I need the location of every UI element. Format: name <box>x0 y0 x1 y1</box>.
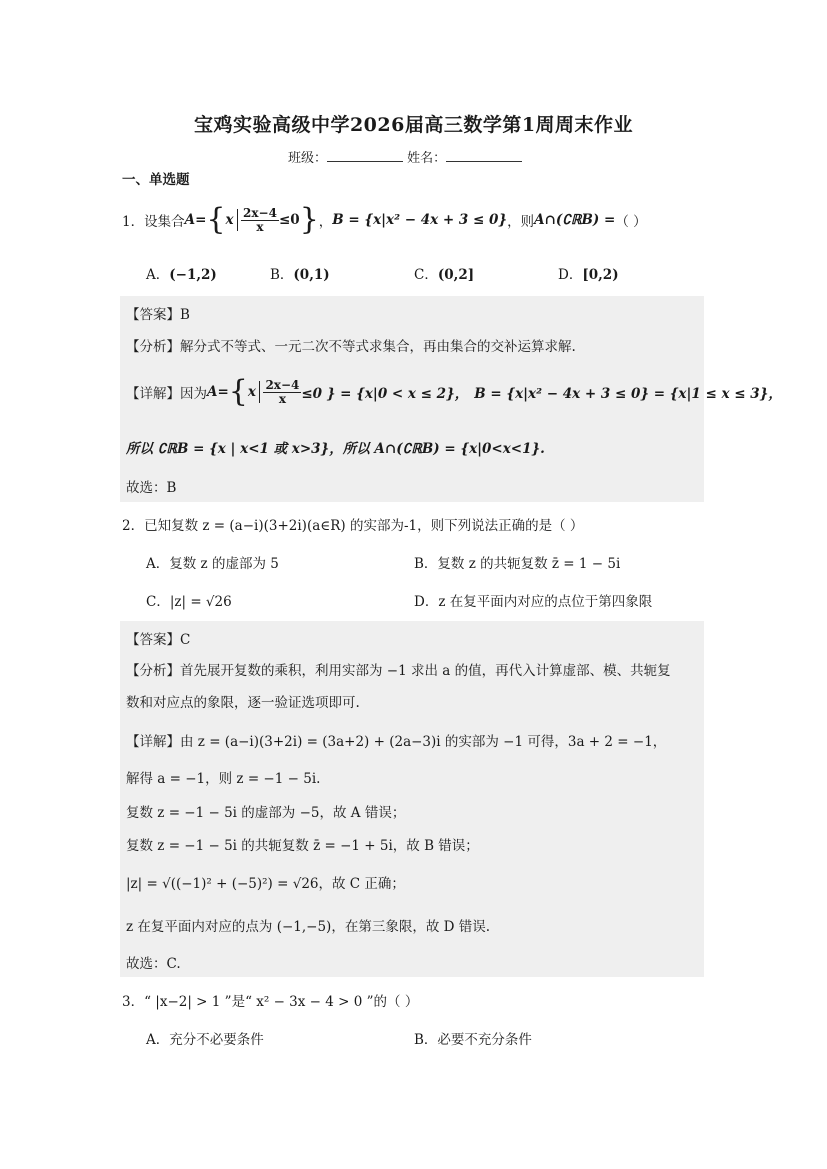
q2-analysis-2: 数和对应点的象限，逐一验证选项即可. <box>126 695 360 711</box>
q1-paren: （ ） <box>615 214 647 230</box>
q1-choose: 故选：B <box>126 480 177 496</box>
class-blank[interactable] <box>327 150 403 162</box>
class-label: 班级： <box>288 151 328 166</box>
q2-answer: 【答案】C <box>126 632 191 648</box>
q1-set-b: B = {x|x² − 4x + 3 ≤ 0} <box>332 212 508 228</box>
name-label: 姓名： <box>407 151 447 166</box>
q2-option-c[interactable]: C．|z| = √26 <box>146 594 232 610</box>
q2-detail-2: 解得 a = −1，则 z = −1 − 5i. <box>126 771 321 787</box>
q1-analysis: 【分析】解分式不等式、一元二次不等式求集合，再由集合的交补运算求解. <box>126 339 576 355</box>
q2-detail-3: 复数 z = −1 − 5i 的虚部为 −5，故 A 错误； <box>126 805 406 821</box>
q1-line2: 所以 ∁ℝB = {x | x<1 或 x>3}，所以 A∩(∁ℝB) = {x|0<x<1}. <box>126 441 545 457</box>
q1-stem: 1．设集合 A = { x $\frac{2x-4}{x}$ ≤0 } ， B = {x|x² − 4x + 3 ≤ 0} ，则 A∩(∁ℝB) = （ ） <box>122 202 647 237</box>
q3-stem: 3．“ |x−2| > 1 ”是“ x² − 3x − 4 > 0 ”的（ ） <box>122 994 419 1010</box>
q1-expr: A∩(∁ℝB) = <box>534 212 616 228</box>
q1-option-b[interactable]: B．(0,1) <box>270 267 330 283</box>
q2-analysis-1: 【分析】首先展开复数的乘积，利用实部为 −1 求出 a 的值，再代入计算虚部、模、共轭复 <box>126 663 671 679</box>
q1-fraction: $\frac{2x-4}{x}$ <box>243 205 277 234</box>
q1-detail: 【详解】 因为 A = { x $\frac{2x-4}{x}$ ≤0 } = {x|0 < x ≤ 2}， B = {x|x² − 4x + 3 ≤ 0} = {x|1 ≤ x ≤ 3}， <box>126 374 782 409</box>
q1-option-c[interactable]: C．(0,2] <box>414 267 475 283</box>
student-info <box>288 147 522 166</box>
q3-option-a[interactable]: A．充分不必要条件 <box>146 1032 264 1048</box>
name-blank[interactable] <box>446 150 522 162</box>
q2-option-a[interactable]: A．复数 z 的虚部为 5 <box>146 556 279 572</box>
q1-set-a-tail: ≤0 <box>278 212 300 228</box>
q2-choose: 故选：C. <box>126 956 181 972</box>
q1-answer: 【答案】B <box>126 307 190 323</box>
q1-set-a-var: A <box>184 212 196 228</box>
q2-option-d[interactable]: D．z 在复平面内对应的点位于第四象限 <box>414 594 653 610</box>
q1-option-d[interactable]: D．[0,2) <box>558 267 619 283</box>
q2-stem: 2．已知复数 z = (a−i)(3+2i)(a∈R) 的实部为-1，则下列说法正确的是（ ） <box>122 518 584 534</box>
q2-option-b[interactable]: B．复数 z 的共轭复数 z̄ = 1 − 5i <box>414 556 621 572</box>
q1-detail-set-b: B = {x|x² − 4x + 3 ≤ 0} = {x|1 ≤ x ≤ 3}， <box>474 386 782 402</box>
q1-detail-set-a: ≤0 } = {x|0 < x ≤ 2}， <box>301 386 469 402</box>
q3-option-b[interactable]: B．必要不充分条件 <box>414 1032 532 1048</box>
page-title: 宝鸡实验高级中学2026届高三数学第1周周末作业 <box>193 114 634 136</box>
q2-detail-6: z 在复平面内对应的点为 (−1,−5)，在第三象限，故 D 错误. <box>126 919 491 935</box>
q1-option-a[interactable]: A．(−1,2) <box>146 267 217 283</box>
section-heading: 一、单选题 <box>122 172 190 188</box>
q1-prefix: 1．设集合 <box>122 214 185 230</box>
q2-detail-5: |z| = √((−1)² + (−5)²) = √26，故 C 正确； <box>126 876 405 892</box>
q1-ask: ，则 <box>507 214 535 230</box>
q2-detail-1: 【详解】由 z = (a−i)(3+2i) = (3a+2) + (2a−3)i 的实部为 −1 可得，3a + 2 = −1， <box>126 734 667 750</box>
q2-detail-4: 复数 z = −1 − 5i 的共轭复数 z̄ = −1 + 5i，故 B 错误； <box>126 838 479 854</box>
